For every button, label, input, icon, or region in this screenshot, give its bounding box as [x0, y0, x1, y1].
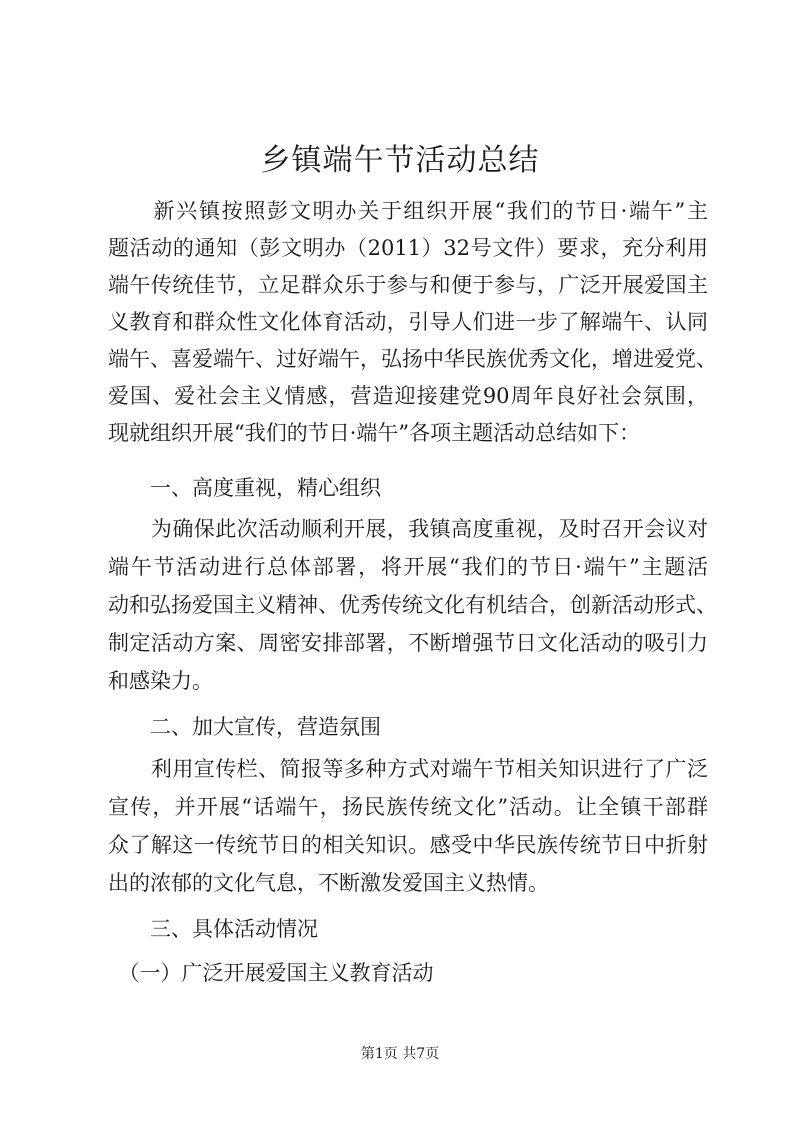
paragraph-line: 题活动的通知（彭文明办（2011）32号文件）要求，充分利用 — [108, 236, 708, 260]
paragraph-line: 宣传，并开展“话端午，扬民族传统文化”活动。让全镇干部群 — [108, 795, 708, 819]
paragraph-line: 众了解这一传统节日的相关知识。感受中华民族传统节日中折射 — [108, 833, 708, 857]
paragraph-line: 出的浓郁的文化气息，不断激发爱国主义热情。 — [108, 871, 549, 895]
paragraph-line: 端午、喜爱端午、过好端午，弘扬中华民族优秀文化，增进爱党、 — [108, 347, 717, 371]
document-title: 乡镇端午节活动总结 — [260, 143, 540, 178]
page-footer: 第1页 共7页 — [360, 1046, 440, 1062]
paragraph-line: 端午节活动进行总体部署，将开展“我们的节日·端午”主题活 — [108, 555, 708, 579]
section-heading: 一、高度重视，精心组织 — [108, 476, 381, 500]
paragraph-line: 现就组织开展“我们的节日·端午”各项主题活动总结如下： — [108, 421, 641, 445]
paragraph-line: 端午传统佳节，立足群众乐于参与和便于参与，广泛开展爱国主 — [108, 273, 708, 297]
paragraph-line: 利用宣传栏、简报等多种方式对端午节相关知识进行了广泛 — [108, 757, 708, 781]
paragraph-line: 义教育和群众性文化体育活动，引导人们进一步了解端午、认同 — [108, 310, 708, 334]
section-heading: 三、具体活动情况 — [108, 917, 318, 941]
paragraph-line: 制定活动方案、周密安排部署，不断增强节日文化活动的吸引力 — [108, 631, 708, 655]
paragraph-line: 新兴镇按照彭文明办关于组织开展“我们的节日·端午”主 — [108, 199, 708, 223]
paragraph-line: 爱国、爱社会主义情感，营造迎接建党90周年良好社会氛围， — [108, 384, 708, 408]
paragraph-line: 为确保此次活动顺利开展，我镇高度重视，及时召开会议对 — [108, 517, 708, 541]
paragraph-line: 和感染力。 — [108, 669, 213, 693]
section-heading: 二、加大宣传，营造氛围 — [108, 715, 381, 739]
subsection-heading: （一）广泛开展爱国主义教育活动 — [108, 961, 434, 985]
paragraph-line: 动和弘扬爱国主义精神、优秀传统文化有机结合，创新活动形式、 — [108, 593, 717, 617]
